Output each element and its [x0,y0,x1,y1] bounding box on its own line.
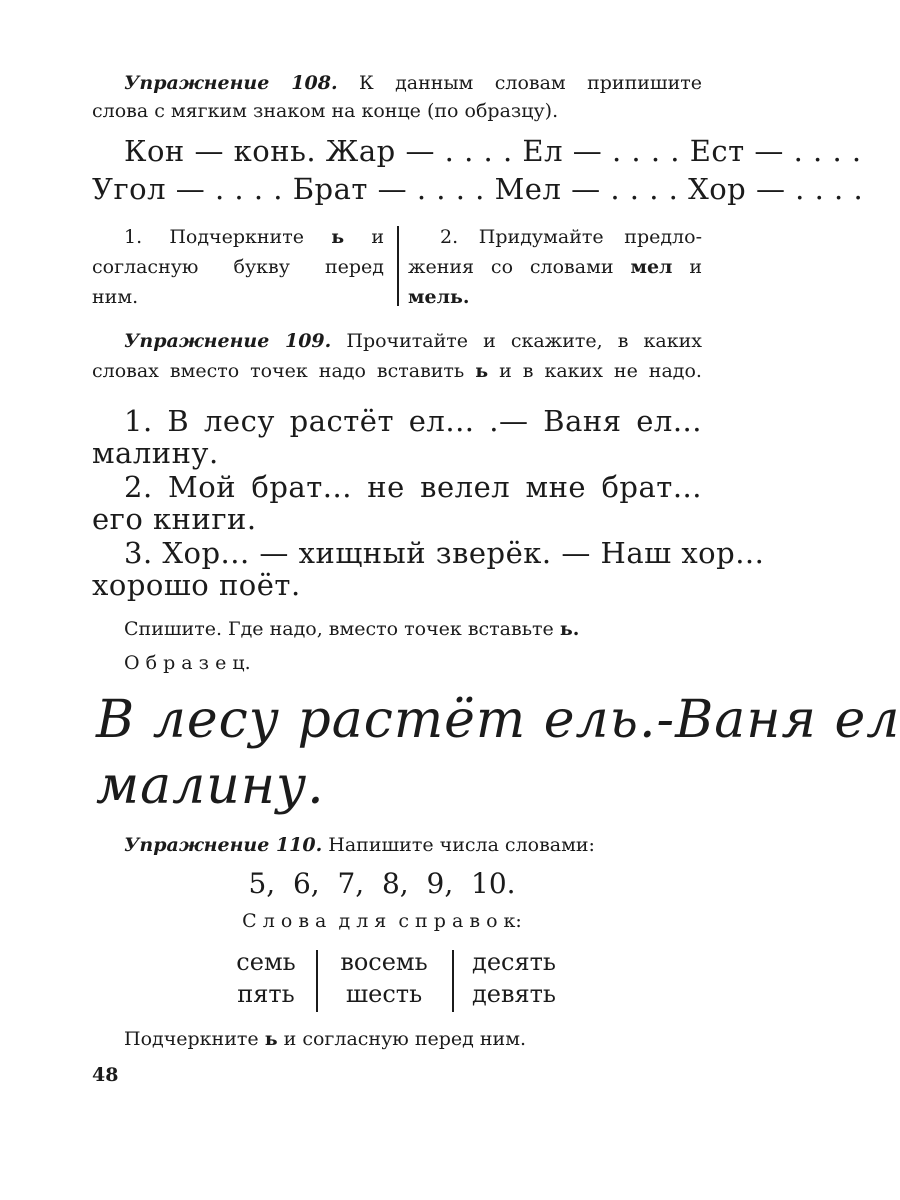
soft-sign: ь [331,226,345,248]
ex109-sentence1-cont: малину. [92,436,219,470]
ex108-task2-line3: мель. [408,286,470,308]
ex109-sample-label: О б р а з е ц. [124,652,251,674]
ex110-reference-title: С л о в а д л я с п р а в о к: [242,910,522,932]
ex110-heading: Упражнение 110. Напишите числа словами: [124,834,595,856]
ex108-instruction: К данным словам припишите [358,72,702,94]
ref-col-1: семь пять [236,948,296,1008]
ref-divider-2 [452,950,454,1012]
ex108-title: Упражнение 108. [124,72,338,94]
ex109-text-line2: словах вместо точек надо вставить ь и в каких не надо. [92,360,702,382]
ex109-sentence2: 2. Мой брат... не велел мне брат... [124,470,702,504]
ex110-title: Упражнение 110. [124,834,323,856]
ref-col-2: восемь шесть [340,948,428,1008]
ex108-task1-line2: согласную букву перед [92,256,384,278]
handwritten-sample-line2: малину. [96,756,325,816]
ex108-task1: 1. Подчеркните ь и [124,226,384,248]
ex108-task2-line1: 2. Придумайте предло- [440,226,702,248]
ex108-words-line1: Кон — конь. Жар — . . . . Ел — . . . . Ест — . . . . [124,134,862,168]
page-number: 48 [92,1064,119,1086]
ex108-text-line2: слова с мягким знаком на конце (по образцу). [92,100,559,122]
ex108-text-line1 [124,68,702,98]
reference-words-table [226,946,566,1016]
ref-col-3: десять девять [472,948,556,1008]
ex109-sentence3: 3. Хор... — хищный зверёк. — Наш хор... [124,536,765,570]
handwritten-sample-line1: В лесу растёт ель.-Ваня ел [96,690,900,750]
ex109-text-line1: Упражнение 109. Прочитайте и скажите, в каких [124,330,702,352]
ex108-task2-line2: жения со словами мел и [408,256,703,278]
ref-divider-1 [316,950,318,1012]
ex109-sentence3-cont: хорошо поёт. [92,568,301,602]
ex109-title: Упражнение 109. [124,330,332,352]
ex109-sentence2-cont: его книги. [92,502,257,536]
ex108-task1-line3: ним. [92,286,139,308]
column-divider [397,226,399,306]
ex109-sentence1: 1. В лесу растёт ел... .— Ваня ел... [124,404,702,438]
ex109-copy-instruction: Спишите. Где надо, вместо точек вставьте ь. [124,618,580,640]
ex108-words-line2: Угол — . . . . Брат — . . . . Мел — . . . . Хор — . . . . [92,172,864,206]
ex110-numbers: 5, 6, 7, 8, 9, 10. [248,867,516,900]
ex110-underline-instruction: Подчеркните ь и согласную перед ним. [124,1028,527,1050]
